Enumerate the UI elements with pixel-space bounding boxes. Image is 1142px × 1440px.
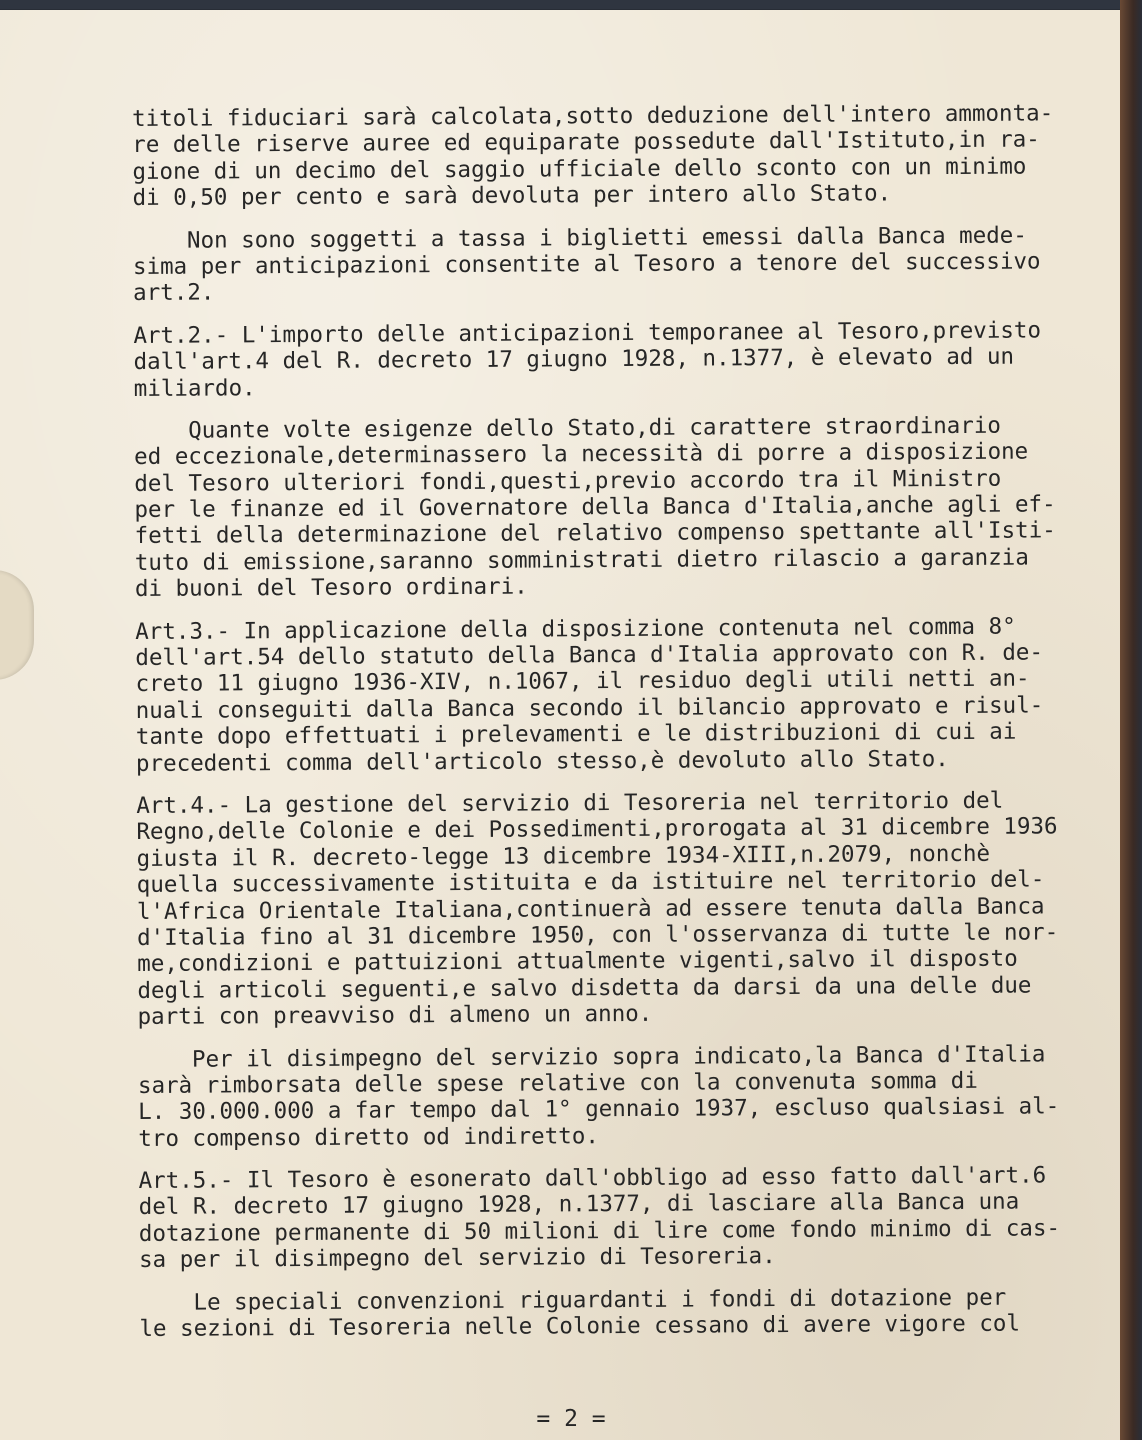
text-line: sa per il disimpegno del servizio di Tesoreria.: [138, 1243, 776, 1274]
paragraph: [132, 100, 1054, 212]
text-line: sarà rimborsata delle spese relative con la convenuta somma di: [137, 1067, 978, 1099]
text-line: Art.3.- In applicazione della disposizione contenuta nel comma 8°: [135, 613, 1016, 645]
text-line: tro compenso diretto od indiretto.: [138, 1122, 599, 1152]
text-line: Art.2.- L'importo delle anticipazioni temporanee al Tesoro,previsto: [133, 317, 1042, 349]
article-4: [136, 787, 1059, 1031]
text-line: Per il disimpegno del servizio sopra indicato,la Banca d'Italia: [137, 1040, 1046, 1073]
text-line: dall'art.4 del R. decreto 17 giugno 1928, n.1377, è elevato ad un: [133, 343, 1015, 376]
paragraph: [133, 412, 1056, 603]
text-line: Quante volte esigenze dello Stato,di carattere straordinario: [133, 412, 1002, 444]
text-line: per le finanze ed il Governatore della Banca d'Italia,anche agli ef-: [134, 491, 1056, 524]
text-line: giusta il R. decreto-legge 13 dicembre 1934-XIII,n.2079, nonchè: [136, 840, 991, 872]
text-line: dotazione permanente di 50 milioni di lire come fondo minimo di cas-: [138, 1215, 1061, 1247]
paper-sheet: [0, 10, 1124, 1440]
text-line: sima per anticipazioni consentite al Tesoro a tenore del successivo: [132, 248, 1041, 280]
text-line: di 0,50 per cento e sarà devoluta per intero allo Stato.: [132, 180, 892, 212]
page-number: = 2 =: [536, 1406, 606, 1432]
paragraph: [133, 222, 1039, 307]
text-line: Art.4.- La gestione del servizio di Tesoreria nel territorio del: [136, 787, 1004, 819]
text-line: di buoni del Tesoro ordinari.: [134, 573, 528, 603]
text-line: del R. decreto 17 giugno 1928, n.1377, di lasciare alla Banca una: [138, 1189, 1020, 1221]
text-line: creto 11 giugno 1936-XIV, n.1067, il residuo degli utili netti an-: [135, 665, 1030, 698]
text-line: tuto di emissione,saranno somministrati dietro rilascio a garanzia: [134, 544, 1029, 576]
text-line: dell'art.54 dello statuto della Banca d'Italia approvato con R. de-: [135, 639, 1044, 672]
text-line: del Tesoro ulteriori fondi,questi,previo accordo tra il Ministro: [134, 465, 1002, 497]
sheet-edge: [1120, 0, 1142, 1440]
text-line: Le speciali convenzioni riguardanti i fondi di dotazione per: [139, 1284, 1007, 1316]
text-line: tante dopo effettuati i prelevamenti e le distribuzioni di cui ai: [135, 718, 1017, 751]
text-line: miliardo.: [133, 374, 256, 402]
paper-tear: [0, 570, 34, 680]
paragraph: [137, 1040, 1060, 1152]
text-line: fetti della determinazione del relativo compenso spettante all'Isti-: [134, 517, 1056, 550]
text-line: precedenti comma dell'articolo stesso,è devoluto allo Stato.: [135, 745, 949, 777]
text-line: L. 30.000.000 a far tempo dal 1° gennaio 1937, escluso qualsiasi al-: [138, 1093, 1060, 1126]
article-5: [138, 1162, 1061, 1274]
typewritten-body: [132, 100, 1061, 1342]
text-line: degli articoli seguenti,e salvo disdetta da darsi da una delle due: [137, 972, 1032, 1004]
article-3: [135, 613, 1042, 777]
text-line: le sezioni di Tesoreria nelle Colonie cessano di avere vigore col: [139, 1310, 1021, 1342]
text-line: art.2.: [133, 279, 215, 307]
text-line: d'Italia fino al 31 dicembre 1950, con l'osservanza di tutte le nor-: [137, 919, 1059, 951]
text-line: Art.5.- Il Tesoro è esonerato dall'obbligo ad esso fatto dall'art.6: [138, 1162, 1047, 1195]
text-line: titoli fiduciari sarà calcolata,sotto deduzione dell'intero ammonta-: [132, 100, 1054, 132]
paragraph: [139, 1284, 1045, 1342]
text-line: ed eccezionale,determinassero la necessità di porre a disposizione: [134, 438, 1029, 471]
text-line: Non sono soggetti a tassa i biglietti emessi dalla Banca mede-: [132, 222, 1027, 254]
text-line: me,condizioni e pattuizioni attualmente vigenti,salvo il disposto: [137, 945, 1018, 978]
article-2: [133, 317, 1042, 402]
text-line: re delle riserve auree ed equiparate possedute dall'Istituto,in ra-: [132, 126, 1040, 159]
text-line: gione di un decimo del saggio ufficiale dello sconto con un minimo: [132, 153, 1027, 185]
text-line: l'Africa Orientale Italiana,continuerà ad essere tenuta dalla Banca: [136, 892, 1045, 925]
text-line: nuali conseguiti dalla Banca secondo il bilancio approvato e risul-: [135, 692, 1044, 724]
text-line: parti con preavviso di almeno un anno.: [137, 1000, 653, 1031]
text-line: quella successivamente istituita e da istituire nel territorio del-: [136, 866, 1045, 899]
text-line: Regno,delle Colonie e dei Possedimenti,prorogata al 31 dicembre 1936: [136, 813, 1058, 846]
